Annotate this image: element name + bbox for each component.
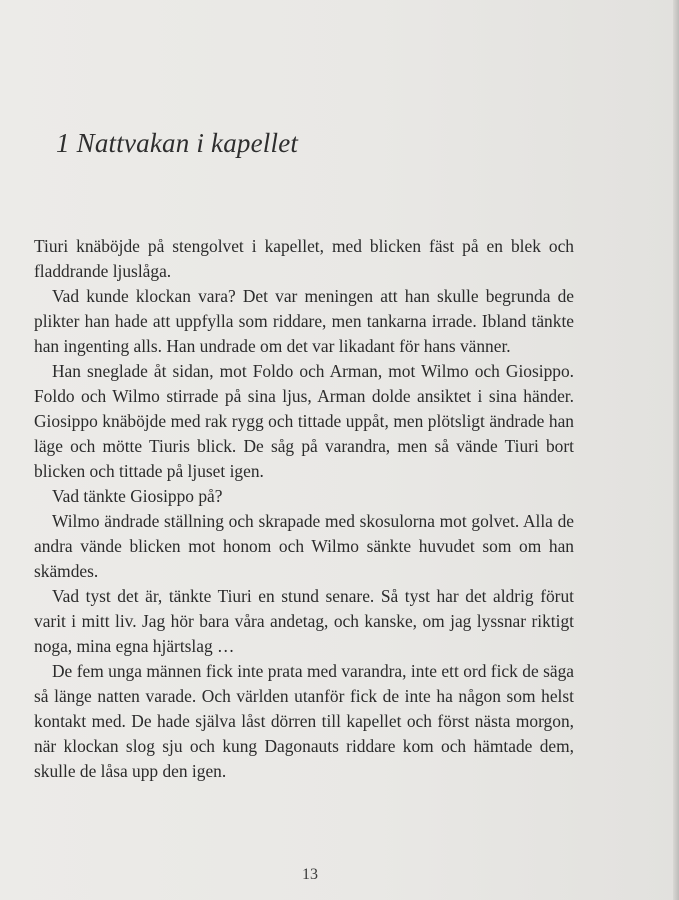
paragraph: Vad kunde klockan vara? Det var meningen att han skulle begrunda de plikter han hade att uppfylla som riddare, men tankarna irrade. Ibland tänkte han ingenting alls. Han undrade om det var likadant för hans vänner. (34, 286, 574, 356)
page-number: 13 (302, 866, 318, 883)
page-edge-shadow (673, 0, 679, 900)
paragraph: Wilmo ändrade ställning och skrapade med skosulorna mot golvet. Alla de andra vände blicken mot honom och Wilmo sänkte huvudet som om han skämdes. (34, 511, 574, 581)
chapter-body (34, 234, 574, 796)
chapter-title: 1 Nattvakan i kapellet (56, 128, 299, 158)
paragraph: Vad tyst det är, tänkte Tiuri en stund senare. Så tyst har det aldrig förut varit i mitt liv. Jag hör bara våra andetag, och kanske, om jag lyssnar riktigt noga, mina egna hjärtslag … (34, 586, 574, 656)
paragraph: Han sneglade åt sidan, mot Foldo och Arman, mot Wilmo och Giosippo. Foldo och Wilmo stirrade på sina ljus, Arman dolde ansiktet i sina händer. Giosippo knäböjde med rak rygg och tittade uppåt, men plötsligt ändrade han läge och mötte Tiuris blick. De såg på varandra, men så vände Tiuri bort blicken och tittade på ljuset igen. (34, 361, 574, 481)
paragraph: De fem unga männen fick inte prata med varandra, inte ett ord fick de säga så länge natten varade. Och världen utanför fick de inte ha någon som helst kontakt med. De hade själva låst dörren till kapellet och först nästa morgon, när klockan slog sju och kung Dagonauts riddare kom och hämtade dem, skulle de låsa upp den igen. (34, 661, 574, 781)
paragraph: Tiuri knäböjde på stengolvet i kapellet, med blicken fäst på en blek och fladdrande ljuslåga. (34, 236, 574, 281)
paragraph: Vad tänkte Giosippo på? (52, 486, 223, 506)
